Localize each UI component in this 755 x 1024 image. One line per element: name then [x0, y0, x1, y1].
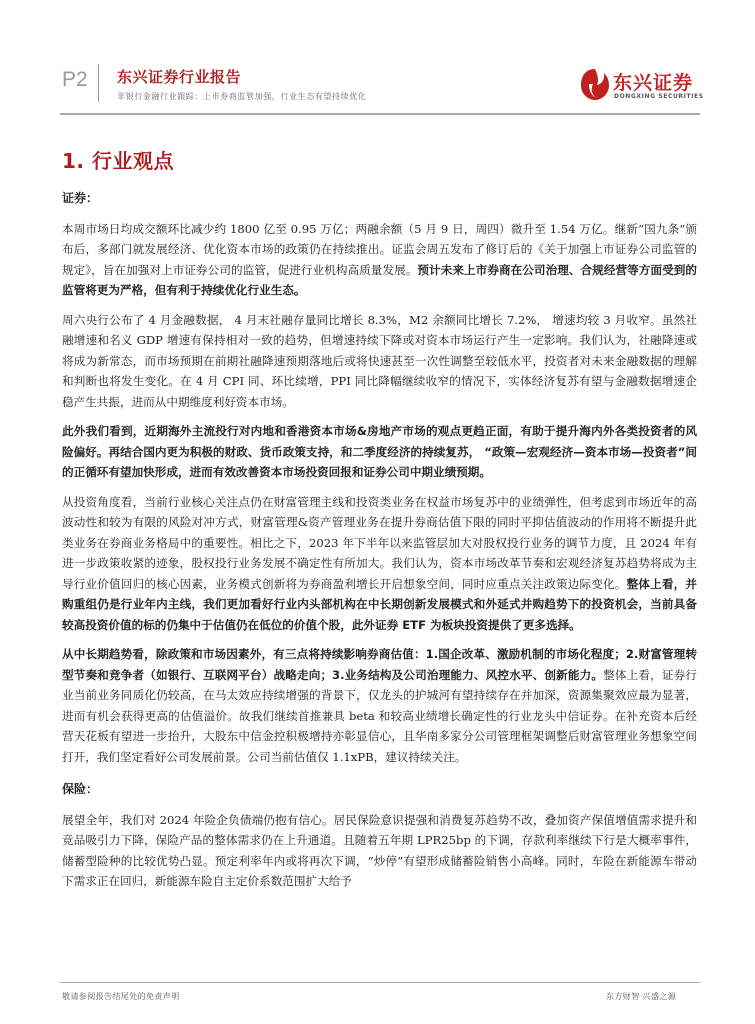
securities-paragraph-4 — [62, 492, 697, 636]
securities-paragraph-1 — [62, 219, 697, 301]
section-title: 1. 行业观点 — [62, 149, 174, 173]
securities-paragraph-5 — [62, 644, 697, 767]
securities-p3-emphasis: 此外我们看到，近期海外主流投行对内地和香港资本市场&房地产市场的观点更趋正面，有助于提升海内外各类投资者的风险偏好。再结合国内更为积极的财政、货币政策支持，和二季度经济的持续复苏， “政策—宏观经济—资本市场—投资者”间的正循环有望加快形成，进而有效改善资本市场投资回报和证券公司中期业绩预期。 — [62, 424, 697, 479]
page-number: P2 — [62, 68, 88, 91]
footer-slogan: 东方财智 兴盛之源 — [606, 992, 677, 1001]
logo-text-cn: 东兴证券 — [613, 72, 694, 94]
footer-rule — [60, 982, 700, 983]
header-rule — [60, 113, 700, 115]
footer-disclaimer: 敬请参阅报告结尾处的免责声明 — [62, 992, 180, 1001]
securities-paragraph-3 — [62, 421, 697, 483]
securities-p1-text: 本周市场日均成交额环比减少约 1800 亿至 0.95 万亿；两融余额（5 月 9 日，周四）微升至 1.54 万亿。继新“国九条”颁布后，多部门就发展经济、优化资本市场的政策仍在持续推出。证监会周五发布了修订后的《关于加强上市证券公司监管的规定》，旨在加强对上市证券公司的监管，促进行业机构高质量发展。 — [62, 221, 697, 277]
insurance-label: 保险： — [62, 782, 99, 796]
logo-text-en: DONGXING SECURITIES — [614, 93, 704, 100]
securities-label: 证券： — [62, 191, 99, 205]
securities-p4-text: 从投资角度看，当前行业核心关注点仍在财富管理主线和投资类业务在权益市场复苏中的业绩弹性，但考虑到市场近年的高波动性和较为有限的风险对冲方式，财富管理&资产管理业务在提升券商估值下限的同时平抑估值波动的作用将不断提升此类业务在券商业务格局中的重要性。相比之下，2023 年下半年以来监管层加大对股权投行业务的调节力度，且 2024 年有进一步政策收紧的迹象，股权投行业务发展不确定性有所加大。我们认为，资本市场改革节奏和宏观经济复苏趋势将成为主导行业价值回归的核心因素，业务模式创新将为券商盈利增长开启想象空间，同时应重点关注政策边际变化。 — [62, 494, 697, 591]
report-title: 东兴证券行业报告 — [117, 68, 242, 86]
company-logo — [580, 67, 704, 107]
securities-paragraph-2: 周六央行公布了 4 月金融数据， 4 月末社融存量同比增长 8.3%，M2 余额同比增长 7.2%， 增速均较 3 月收窄。虽然社融增速和名义 GDP 增速有保持相对一致的趋势，但增速持续下降或对资本市场运行产生一定影响。我们认为，社融降速或将成为新常态，而市场预期在前期社融降速预期落地后或将快速甚至一次性调整至较低水平，投资者对未来金融数据的理解和判断也将发生变化。在 4 月 CPI 同、环比续增，PPI 同比降幅继续收窄的情况下，实体经济复苏有望与金融数据增速企稳产生共振，进而从中期维度利好资本市场。 — [62, 312, 697, 409]
securities-p5-emphasis: 从中长期趋势看，除政策和市场因素外，有三点将持续影响券商估值：1.国企改革、激励机制的市场化程度；2.财富管理转型节奏和竞争者（如银行、互联网平台）战略走向；3.业务结构及公司治理能力、风控水平、创新能力。 — [62, 647, 697, 682]
report-body — [62, 188, 697, 901]
report-subtitle: 非银行金融行业跟踪：上市券商监管加强，行业生态有望持续优化 — [117, 92, 367, 101]
header-divider — [98, 64, 99, 102]
securities-p4-emphasis: 整体上看，并购重组仍是行业年内主线，我们更加看好行业内头部机构在中长期创新发展模式和外延式并购趋势下的投资机会，当前具备较高投资价值的标的仍集中于估值仍在低位的价值个股，此外证券 ETF 为板块投资提供了更多选择。 — [62, 576, 697, 632]
insurance-paragraph-1: 展望全年，我们对 2024 年险企负债端仍抱有信心。居民保险意识提强和消费复苏趋势不改，叠加资产保值增值需求提升和竞品吸引力下降，保险产品的整体需求仍在上升通道。且随着五年期 LPR25bp 的下调，存款利率继续下行是大概率事件，储蓄型险种的比较优势凸显。预定利率年内或将再次下调，“炒停”有望形成储蓄险销售小高峰。同时，车险在新能源车带动下需求正在回归，新能源车险自主定价系数范围扩大给予 — [62, 812, 697, 888]
securities-p5-text: 整体上看，证券行业当前业务同质化仍较高，在马太效应持续增强的背景下，仅龙头的护城河有望持续存在并加深，资源集聚效应最为显著，进而有机会获得更高的估值溢价。故我们继续首推兼具 beta 和较高业绩增长确定性的行业龙头中信证券。在补充资本后经营天花板有望进一步抬升，大股东中信金控积极增持亦彰显信心，且华南多家分公司管理框架调整后财富管理业务想象空间打开，我们坚定看好公司发展前景。公司当前估值仅 1.1xPB，建议持续关注。 — [62, 667, 697, 764]
securities-p1-emphasis: 预计未来上市券商在公司治理、合规经营等方面受到的监管将更为严格，但有利于持续优化行业生态。 — [62, 262, 697, 297]
logo-mark-icon — [580, 67, 610, 101]
